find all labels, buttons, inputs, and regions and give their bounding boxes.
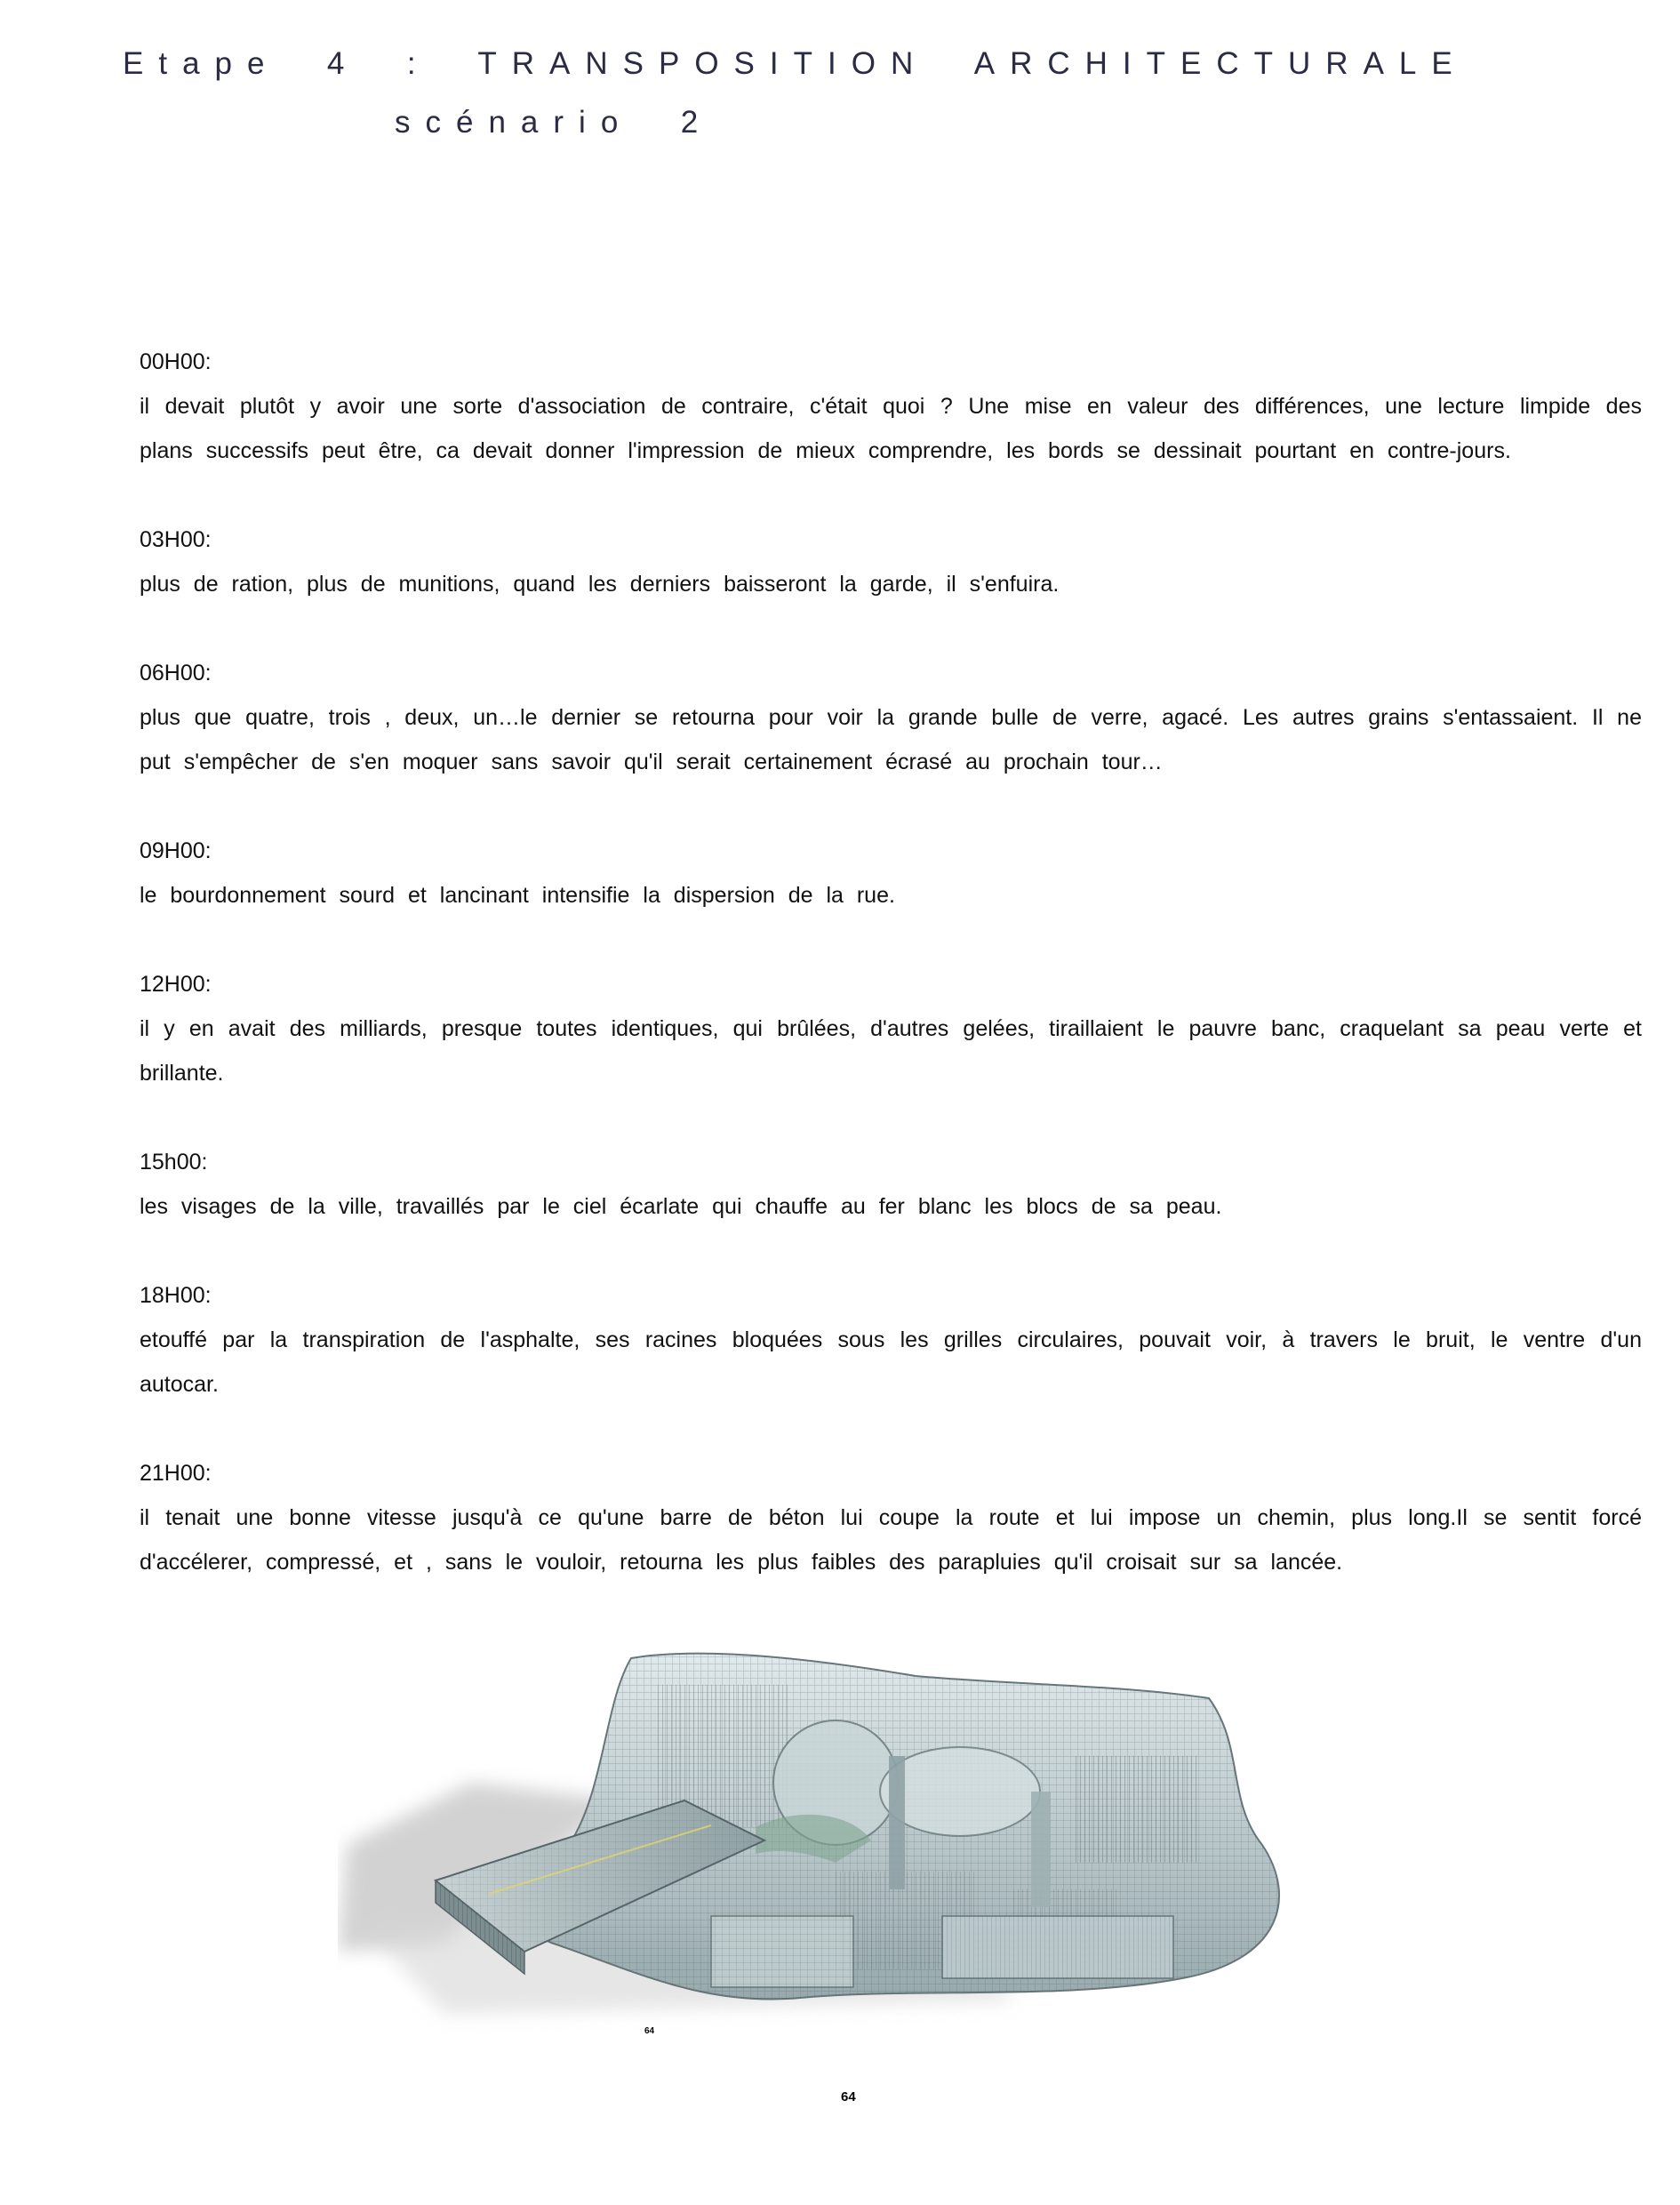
- entry-time: 15h00:: [140, 1150, 208, 1175]
- entry-text: il devait plutôt y avoir une sorte d'association de contraire, c'était quoi ? Une mise en valeur des différences, une lecture limpide des plans successifs peut être, ca devait donner l'impression de mieux comprendre, les bords se dessinait pourtant en contre-jours.: [140, 394, 1642, 463]
- entry-text: plus que quatre, trois , deux, un…le dernier se retourna pour voir la grande bulle de verre, agacé. Les autres grains s'entassaient. Il ne put s'empêcher de s'en moquer sans savoir qu'il serait certainement écrasé au prochain tour…: [140, 705, 1642, 774]
- architecture-render-image: [338, 1649, 1369, 2041]
- figure-marker: 64: [644, 2026, 655, 2036]
- page-subtitle: scénario 2: [395, 105, 714, 140]
- entry-time: 06H00:: [140, 661, 212, 686]
- entry-time: 09H00:: [140, 838, 212, 863]
- timeline-entry-12h: [140, 962, 1642, 1095]
- timeline-entry-15h: [140, 1140, 1642, 1229]
- entry-text: le bourdonnement sourd et lancinant intensifie la dispersion de la rue.: [140, 883, 895, 908]
- entry-text: il tenait une bonne vitesse jusqu'à ce qu'une barre de béton lui coupe la route et lui impose un chemin, plus long.Il se sentit forcé d'accélerer, compressé, et , sans le vouloir, retourna les plus faibles des parapluies qu'il croisait sur sa lancée.: [140, 1505, 1642, 1575]
- entry-time: 03H00:: [140, 527, 212, 552]
- entry-text: plus de ration, plus de munitions, quand les derniers baisseront la garde, il s'enfuira.: [140, 572, 1060, 597]
- entry-text: les visages de la ville, travaillés par le ciel écarlate qui chauffe au fer blanc les blocs de sa peau.: [140, 1194, 1222, 1219]
- timeline-entry-18h: [140, 1273, 1642, 1407]
- entry-text: etouffé par la transpiration de l'asphalte, ses racines bloquées sous les grilles circulaires, pouvait voir, à travers le bruit, le ventre d'un autocar.: [140, 1327, 1642, 1397]
- timeline-entry-06h: [140, 651, 1642, 784]
- entry-time: 12H00:: [140, 972, 212, 997]
- timeline-entries: [140, 340, 1642, 1629]
- page-number: 64: [841, 2089, 856, 2105]
- entry-text: il y en avait des milliards, presque toutes identiques, qui brûlées, d'autres gelées, tiraillaient le pauvre banc, craquelant sa peau verte et brillante.: [140, 1016, 1642, 1086]
- page-title: Etape 4 : TRANSPOSITION ARCHITECTURALE: [123, 46, 1468, 81]
- entry-time: 18H00:: [140, 1283, 212, 1308]
- lower-blocks: [711, 1916, 1173, 1987]
- entry-time: 00H00:: [140, 349, 212, 374]
- timeline-entry-00h: [140, 340, 1642, 473]
- timeline-entry-03h: [140, 517, 1642, 606]
- timeline-entry-09h: [140, 829, 1642, 918]
- timeline-entry-21h: [140, 1451, 1642, 1584]
- entry-time: 21H00:: [140, 1461, 212, 1486]
